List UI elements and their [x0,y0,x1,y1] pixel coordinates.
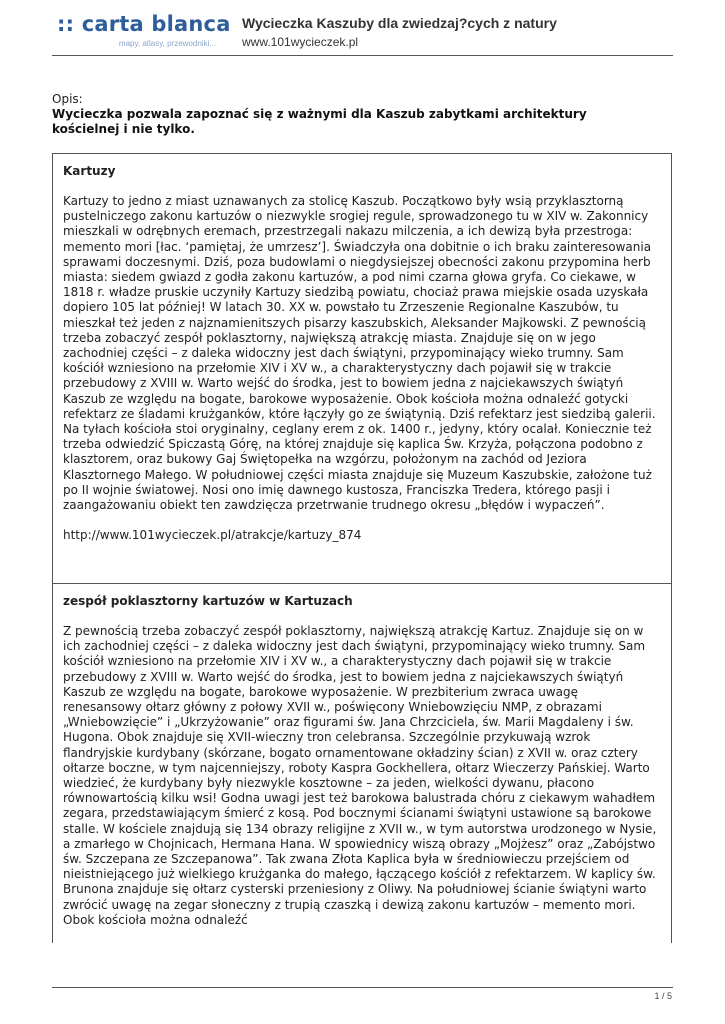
section-body: Kartuzy to jedno z miast uznawanych za stolicę Kaszub. Początkowo były wsią przyklasztorną pustelniczego zakonu kartuzów o niezwykle srogiej regule, sprowadzonego tu w XIV w. Zakonnicy mieszkali w odrębnych eremach, przestrzegali nakazu milczenia, a ich dewizą była przestroga: memento mori [łac. ‘pamiętaj, że umrzesz’]. Świadczyła ona dobitnie o ich braku zainteresowania sprawami doczesnymi. Dziś, poza budowlami o niegdysiejszej obecności zakonu przypomina herb miasta: siedem gwiazd z godła zakonu kartuzów, a pod nimi czarna głowa gryfa. Co ciekawe, w 1818 r. władze pruskie uczyniły Kartuzy siedzibą powiatu, chociaż prawa miejskie osada uzyskała dopiero 105 lat później! W latach 30. XX w. powstało tu Zrzeszenie Regionalne Kaszubów, tu mieszkał też jeden z najznamienitszych pisarzy kaszubskich, Aleksander Majkowski. Z pewnością trzeba zobaczyć zespół poklasztorny, największą atrakcję miasta. Znajduje się on w jego zachodniej części – z daleka widoczny jest dach świątyni, przypominający wieko trumny. Sam kościół wzniesiono na przełomie XIV i XV w., a charakterystyczny dach pojawił się w trakcie przebudowy z XVIII w. Warto wejść do środka, jest to bowiem jedna z najciekawszych świątyń Kaszub ze względu na bogate, barokowe wyposażenie. Obok kościoła można odnaleźć gotycki refektarz ze śladami krużganków, które łączyły go ze świątynią. Dziś refektarz jest siedzibą galerii. Na tyłach kościoła stoi oryginalny, ceglany erem z ok. 1400 r., jedyny, który ocalał. Koniecznie też trzeba odwiedzić Spiczastą Górę, na której znajduje się kaplica Św. Krzyża, połączona podobno z klasztorem, oraz bukowy Gaj Świętopełka na wzgórzu, położonym na zachód od Jeziora Klasztornego Małego. W południowej części miasta znajduje się Muzeum Kaszubskie, założone tuż po II wojnie światowej. Nosi ono imię dawnego kustosza, Franciszka Tredera, którego pasji i zaangażowaniu obiekt ten zawdzięcza przetrwanie trudnego okresu „błędów i wypaczeń”. [63,194,656,513]
footer-divider [52,987,673,988]
section-source-link[interactable]: http://www.101wycieczek.pl/atrakcje/kartuzy_874 [63,528,362,543]
description-block [52,92,652,137]
logo-text: :: carta blanca [57,12,231,36]
section-kartuzy [52,153,672,583]
logo-tagline: mapy, atlasy, przewodniki... [118,39,216,48]
document-url[interactable]: www.101wycieczek.pl [242,35,359,49]
section-zespol-poklasztorny [52,583,672,943]
header-divider [52,55,673,56]
page-number: 1 / 5 [654,991,672,1001]
document-title: Wycieczka Kaszuby dla zwiedzaj?cych z natury [242,15,557,31]
section-heading: Kartuzy [63,164,116,178]
page-header [0,0,725,56]
section-heading: zespół poklasztorny kartuzów w Kartuzach [63,594,353,608]
section-body: Z pewnością trzeba zobaczyć zespół poklasztorny, największą atrakcję Kartuz. Znajduje się on w ich zachodniej części – z daleka widoczny jest dach świątyni, przypominający wieko trumny. Sam kościół wzniesiono na przełomie XIV i XV w., a charakterystyczny dach pojawił się w trakcie przebudowy z XVIII w. Warto wejść do środka, jest to bowiem jedna z najciekawszych świątyń Kaszub ze względu na bogate, barokowe wyposażenie. W prezbiterium zwraca uwagę renesansowy ołtarz główny z połowy XVII w., poświęcony Wniebowzięciu NMP, z obrazami „Wniebowzięcie” i „Ukrzyżowanie” oraz figurami św. Jana Chrzciciela, św. Marii Magdaleny i św. Hugona. Obok znajduje się XVII-wieczny tron celebransa. Szczególnie przykuwają wzrok flandryjskie kurdybany (skórzane, bogato ornamentowane okładziny ścian) z XVII w. oraz cztery ołtarze boczne, w tym najcenniejszy, roboty Kaspra Gockhellera, ołtarz Wieczerzy Pańskiej. Warto wiedzieć, że kurdybany były niezwykle kosztowne – za jeden, wielkości dywanu, płacono równowartością kilku wsi! Godna uwagi jest też barokowa balustrada chóru z ciekawym wahadłem zegara, przedstawiającym śmierć z kosą. Pod bocznymi ścianami świątyni ustawione są barokowe stalle. W kościele znajdują się 134 obrazy religijne z XVII w., w tym autorstwa urodzonego w Nysie, a zmarłego w Chojnicach, Hermana Hana. W spowiednicy wiszą obrazy „Mojżesz” oraz „Zabójstwo św. Szczepana ze Szczepanowa”. Tak zwana Złota Kaplica była w średniowieczu przejściem od nieistniejącego już wielkiego krużganka do małego, łączącego kościół z refektarzem. W kaplicy św. Brunona znajduje się ołtarz cysterski przeniesiony z Oliwy. Na południowej ścianie świątyni warto zwrócić uwagę na zegar słoneczny z trupią czaszką i dewizą zakonu kartuzów – memento mori. Obok kościoła można odnaleźć [63,624,657,927]
description-label: Opis: [52,92,83,106]
description-text: Wycieczka pozwala zapoznać się z ważnymi dla Kaszub zabytkami architektury kościelnej i nie tylko. [52,107,587,136]
carta-blanca-logo [57,11,231,51]
